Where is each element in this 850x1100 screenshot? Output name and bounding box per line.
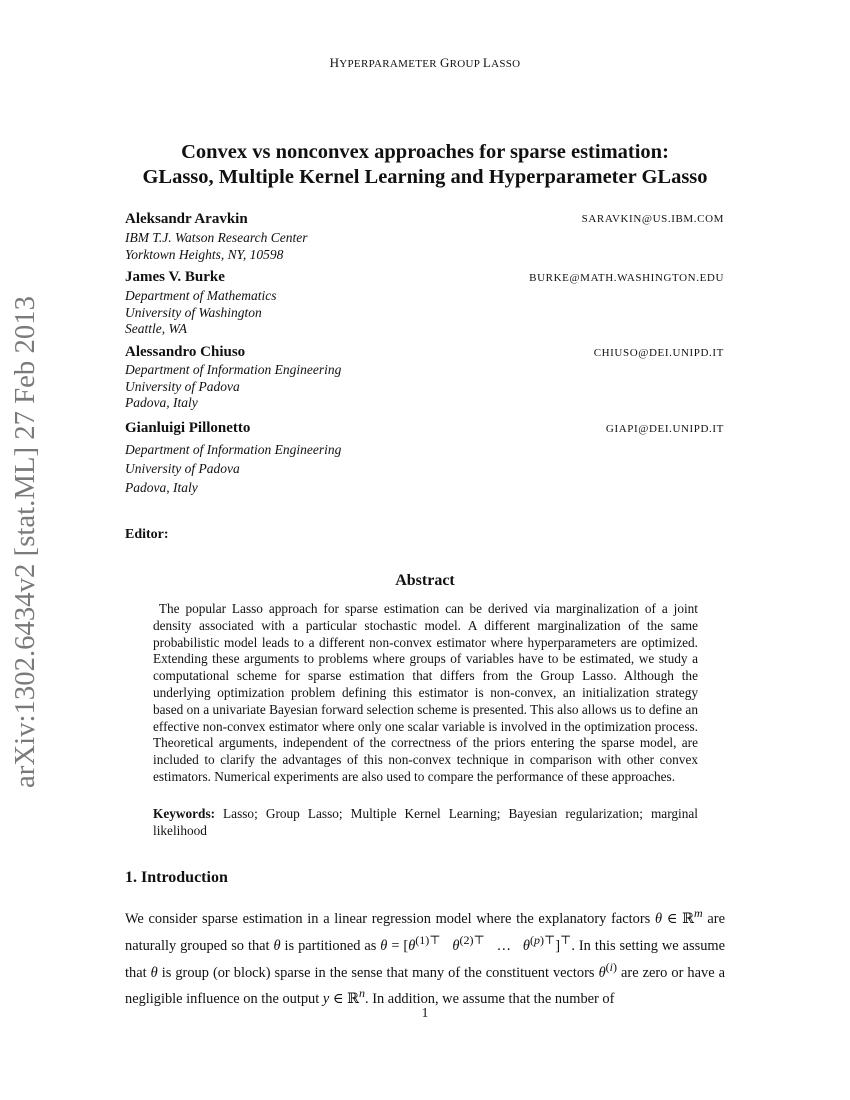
author-affiliation: Department of Information Engineering University of Padova Padova, Italy [125, 442, 342, 495]
keywords-label: Keywords: [153, 806, 216, 821]
author-email: BURKE@MATH.WASHINGTON.EDU [529, 272, 724, 284]
author-name: James V. Burke [125, 269, 225, 285]
author-name: Aleksandr Aravkin [125, 211, 248, 227]
author-name: Gianluigi Pillonetto [125, 420, 251, 436]
arxiv-identifier: arXiv:1302.6434v2 [stat.ML] 27 Feb 2013 [10, 308, 41, 788]
arxiv-sidebar-stamp [2, 294, 44, 790]
editor-label: Editor: [125, 527, 169, 542]
keywords [153, 806, 698, 840]
title-line-2: GLasso, Multiple Kernel Learning and Hyperparameter GLasso [142, 166, 708, 188]
author-email: CHIUSO@DEI.UNIPD.IT [593, 347, 724, 359]
author-affiliation: IBM T.J. Watson Research Center Yorktown Heights, NY, 10598 [125, 230, 308, 262]
author-name: Alessandro Chiuso [125, 344, 246, 360]
abstract-heading: Abstract [395, 572, 455, 589]
section-heading-introduction: 1. Introduction [125, 869, 228, 886]
title-line-1: Convex vs nonconvex approaches for sparse estimation: [181, 141, 669, 163]
running-header: HYPERPARAMETER GROUP LASSO [329, 55, 521, 70]
paper-title [100, 140, 750, 190]
introduction-paragraph: We consider sparse estimation in a linear regression model where the explanatory factors θ ∈ ℝ$^m$ are naturally grouped so that θ is partitioned as $\theta = [\theta^{(1)⊤}$ $\theta^{(2)⊤}$ … $\theta^{(p)⊤}]^⊤$. In this setting we assume that θ is group (or block) sparse in the sense that many of the constituent vectors $\theta^{(i)}$ are zero or have a negligible influence on the output y ∈ ℝ$^n$. In addition, we assume that the number of [125, 906, 725, 1008]
abstract-text: The popular Lasso approach for sparse estimation can be derived via marginalization of a joint density associated with a particular stochastic model. A different marginalization of the same probabilistic model leads to a different non-convex estimator where hyperparameters are optimized. Extending these arguments to problems where groups of variables have to be estimated, we study a computational scheme for sparse estimation that differs from the Group Lasso. Although the underlying optimization problem defining this estimator is non-convex, an initialization strategy based on a univariate Bayesian forward selection scheme is presented. This also allows us to define an effective non-convex estimator where only one scalar variable is involved in the optimization process. Theoretical arguments, independent of the correctness of the priors entering the sparse model, are included to clarify the advantages of this non-convex technique in comparison with other convex estimators. Numerical experiments are also used to compare the performance of these approaches. [153, 601, 699, 784]
author-affiliation: Department of Information Engineering University of Padova Padova, Italy [125, 362, 342, 410]
keywords-text: Lasso; Group Lasso; Multiple Kernel Learning; Bayesian regularization; marginal likelihood [153, 806, 698, 838]
author-email: GIAPI@DEI.UNIPD.IT [605, 423, 724, 435]
author-email: SARAVKIN@US.IBM.COM [581, 213, 724, 225]
page-number: 1 [421, 1005, 429, 1020]
author-affiliation: Department of Mathematics University of Washington Seattle, WA [125, 288, 277, 336]
